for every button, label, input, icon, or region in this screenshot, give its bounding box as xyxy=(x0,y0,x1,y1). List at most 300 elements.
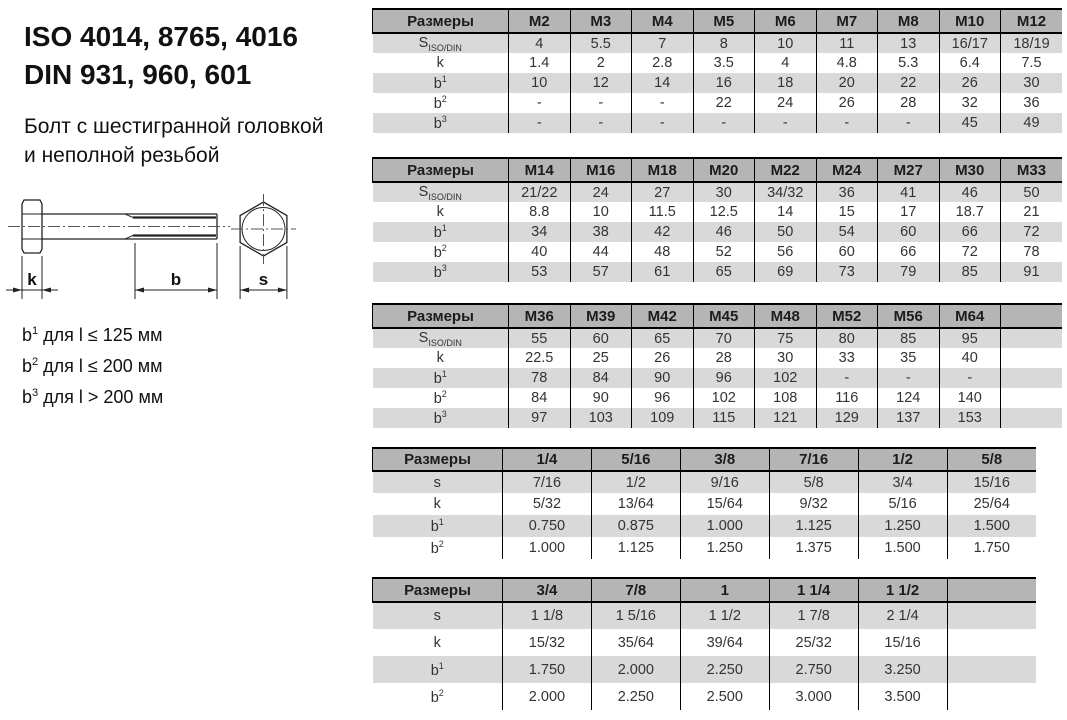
dimension-table-1 xyxy=(372,8,1062,133)
header-cell-size-M3: M3 xyxy=(570,9,632,33)
table-row xyxy=(373,656,1037,683)
table-row xyxy=(373,683,1037,710)
data-cell: 50 xyxy=(755,222,817,242)
thread-length-notes xyxy=(22,318,163,411)
header-cell-size-M14: M14 xyxy=(509,158,571,182)
table-row xyxy=(373,113,1063,133)
table-row xyxy=(373,73,1063,93)
header-cell-size-M48: M48 xyxy=(755,304,817,328)
data-cell: 2.250 xyxy=(680,656,769,683)
data-cell: 46 xyxy=(693,222,755,242)
data-cell: 11 xyxy=(816,33,878,53)
data-cell: 30 xyxy=(755,348,817,368)
data-cell: 49 xyxy=(1001,113,1063,133)
b-dim-label: b xyxy=(170,270,182,289)
header-cell-empty xyxy=(1001,304,1063,328)
data-cell-empty xyxy=(1001,368,1063,388)
data-cell: 60 xyxy=(816,242,878,262)
data-cell: 78 xyxy=(509,368,571,388)
row-label: k xyxy=(436,55,444,71)
data-cell: 3.500 xyxy=(858,683,947,710)
dimension-table-4 xyxy=(372,447,1036,559)
table-row xyxy=(373,53,1063,73)
header-cell-size-1: 1 xyxy=(680,578,769,602)
data-cell: 102 xyxy=(693,388,755,408)
data-cell: 30 xyxy=(1001,73,1063,93)
data-cell: 28 xyxy=(878,93,940,113)
data-cell: 57 xyxy=(570,262,632,282)
header-cell-size-1-4: 1/4 xyxy=(503,448,592,471)
data-cell: 96 xyxy=(632,388,694,408)
data-cell: 44 xyxy=(570,242,632,262)
data-cell: 54 xyxy=(816,222,878,242)
data-cell: 26 xyxy=(632,348,694,368)
data-cell: 1 7/8 xyxy=(769,602,858,629)
row-label: $S_{ISO/DIN}$ xyxy=(373,182,509,202)
header-cell-size-M24: M24 xyxy=(816,158,878,182)
data-cell: 8 xyxy=(693,33,755,53)
data-cell: 115 xyxy=(693,408,755,428)
row-label: $b^2$ xyxy=(433,94,447,112)
data-cell: 91 xyxy=(1001,262,1063,282)
data-cell: 55 xyxy=(509,328,571,348)
data-cell: 90 xyxy=(632,368,694,388)
title-iso: ISO 4014, 8765, 4016 xyxy=(24,21,298,52)
data-cell: 21/22 xyxy=(509,182,571,202)
data-cell: 66 xyxy=(878,242,940,262)
data-cell: 6.4 xyxy=(939,53,1001,73)
data-cell: 34 xyxy=(509,222,571,242)
data-cell-empty xyxy=(1001,408,1063,428)
data-cell: 4.8 xyxy=(816,53,878,73)
subtitle-line-1: Болт с шестигранной головкой xyxy=(24,115,324,138)
header-cell-size-7-16: 7/16 xyxy=(769,448,858,471)
header-cell-sizes: Размеры xyxy=(373,578,503,602)
data-cell: 1.250 xyxy=(680,537,769,559)
data-cell: - xyxy=(755,113,817,133)
data-cell: 16/17 xyxy=(939,33,1001,53)
note-line-3: $b^3$ для l > 200 мм xyxy=(22,387,164,407)
data-cell: 2.000 xyxy=(591,656,680,683)
data-cell-empty xyxy=(947,683,1036,710)
row-label: k xyxy=(436,204,444,220)
data-cell: 0.750 xyxy=(503,515,592,537)
data-cell: 1.500 xyxy=(858,537,947,559)
data-cell: - xyxy=(570,93,632,113)
data-cell-empty xyxy=(947,629,1036,656)
table-row xyxy=(373,33,1063,53)
data-cell: - xyxy=(878,113,940,133)
data-cell: 53 xyxy=(509,262,571,282)
data-cell: 30 xyxy=(693,182,755,202)
header-cell-size-M5: M5 xyxy=(693,9,755,33)
data-cell: - xyxy=(509,93,571,113)
row-label: $b^2$ xyxy=(433,243,447,261)
data-cell: 22 xyxy=(878,73,940,93)
data-cell: 32 xyxy=(939,93,1001,113)
data-cell: 7 xyxy=(632,33,694,53)
data-cell: 60 xyxy=(878,222,940,242)
b-arrow-right xyxy=(208,288,217,293)
table-row xyxy=(373,222,1063,242)
data-cell: 60 xyxy=(570,328,632,348)
table-row xyxy=(373,471,1037,493)
header-cell-empty xyxy=(947,578,1036,602)
table-row xyxy=(373,537,1037,559)
data-cell: 1.750 xyxy=(503,656,592,683)
data-cell: - xyxy=(816,368,878,388)
data-cell: 66 xyxy=(939,222,1001,242)
table-row xyxy=(373,515,1037,537)
data-cell: 27 xyxy=(632,182,694,202)
data-cell: 84 xyxy=(509,388,571,408)
data-cell: 7.5 xyxy=(1001,53,1063,73)
data-cell: 13/64 xyxy=(591,493,680,515)
header-cell-size-M45: M45 xyxy=(693,304,755,328)
data-cell: 42 xyxy=(632,222,694,242)
data-cell: 26 xyxy=(939,73,1001,93)
data-cell: 52 xyxy=(693,242,755,262)
data-cell: 85 xyxy=(878,328,940,348)
subtitle-line-2: и неполной резьбой xyxy=(24,144,220,167)
header-cell-size-M10: M10 xyxy=(939,9,1001,33)
data-cell: 24 xyxy=(755,93,817,113)
data-cell: 2.250 xyxy=(591,683,680,710)
header-cell-size-M39: M39 xyxy=(570,304,632,328)
data-cell: 72 xyxy=(1001,222,1063,242)
dimension-table-5 xyxy=(372,577,1036,710)
data-cell: 36 xyxy=(1001,93,1063,113)
data-cell: 3.250 xyxy=(858,656,947,683)
data-cell: 97 xyxy=(509,408,571,428)
data-cell: 109 xyxy=(632,408,694,428)
header-cell-size-M33: M33 xyxy=(1001,158,1063,182)
header-cell-size-7-8: 7/8 xyxy=(591,578,680,602)
data-cell: 2.750 xyxy=(769,656,858,683)
data-cell: 35/64 xyxy=(591,629,680,656)
header-cell-size-M64: M64 xyxy=(939,304,1001,328)
data-cell: 2.500 xyxy=(680,683,769,710)
table-row xyxy=(373,262,1063,282)
data-cell: 69 xyxy=(755,262,817,282)
header-cell-size-M6: M6 xyxy=(755,9,817,33)
row-label: $b^1$ xyxy=(373,368,509,388)
header-cell-size-M42: M42 xyxy=(632,304,694,328)
data-cell: 73 xyxy=(816,262,878,282)
table-row xyxy=(373,202,1063,222)
data-cell: 9/16 xyxy=(680,471,769,493)
data-cell: 137 xyxy=(878,408,940,428)
data-cell: 18/19 xyxy=(1001,33,1063,53)
data-cell: 15 xyxy=(816,202,878,222)
data-cell: 36 xyxy=(816,182,878,202)
note-line-2: $b^2$ для l ≤ 200 мм xyxy=(22,356,163,376)
row-label: $b^1$ xyxy=(373,222,509,242)
data-cell: 61 xyxy=(632,262,694,282)
header-cell-size-M4: M4 xyxy=(632,9,694,33)
header-cell-size-M18: M18 xyxy=(632,158,694,182)
data-cell: 3.000 xyxy=(769,683,858,710)
table-row xyxy=(373,493,1037,515)
data-cell: 153 xyxy=(939,408,1001,428)
data-cell: 33 xyxy=(816,348,878,368)
data-cell: 1.000 xyxy=(680,515,769,537)
data-cell: 50 xyxy=(1001,182,1063,202)
data-cell: 15/64 xyxy=(680,493,769,515)
bolt-side-view xyxy=(6,200,230,299)
data-cell: 22.5 xyxy=(509,348,571,368)
data-cell: 41 xyxy=(878,182,940,202)
data-cell: 16 xyxy=(693,73,755,93)
header-cell-size-5-8: 5/8 xyxy=(947,448,1036,471)
header-cell-size-M52: M52 xyxy=(816,304,878,328)
data-cell: 121 xyxy=(755,408,817,428)
data-cell: 95 xyxy=(939,328,1001,348)
data-cell: 1.000 xyxy=(503,537,592,559)
header-cell-sizes: Размеры xyxy=(373,9,509,33)
note-line-1: $b^1$ для l ≤ 125 мм xyxy=(22,325,163,345)
header-cell-size-M22: M22 xyxy=(755,158,817,182)
table-row xyxy=(373,388,1063,408)
data-cell: 28 xyxy=(693,348,755,368)
data-cell: 2.000 xyxy=(503,683,592,710)
header-cell-size-1-2: 1/2 xyxy=(858,448,947,471)
table-row xyxy=(373,242,1063,262)
data-cell: 84 xyxy=(570,368,632,388)
header-cell-sizes: Размеры xyxy=(373,448,503,471)
table-row xyxy=(373,368,1063,388)
data-cell-empty xyxy=(1001,388,1063,408)
data-cell: 65 xyxy=(693,262,755,282)
data-cell: 22 xyxy=(693,93,755,113)
data-cell: 1.500 xyxy=(947,515,1036,537)
data-cell: 5/8 xyxy=(769,471,858,493)
data-cell: 25 xyxy=(570,348,632,368)
data-cell-empty xyxy=(947,656,1036,683)
bolt-end-view xyxy=(231,194,296,299)
data-cell: 1 5/16 xyxy=(591,602,680,629)
row-label: k xyxy=(436,350,444,366)
row-label: $S_{ISO/DIN}$ xyxy=(373,328,509,348)
data-cell: - xyxy=(570,113,632,133)
bolt-technical-drawing xyxy=(2,187,332,315)
data-cell: 140 xyxy=(939,388,1001,408)
header-cell-size-M30: M30 xyxy=(939,158,1001,182)
data-cell: 7/16 xyxy=(503,471,592,493)
row-label: $b^1$ xyxy=(373,656,503,683)
data-cell: 38 xyxy=(570,222,632,242)
row-label: k xyxy=(433,496,441,512)
header-cell-size-1-1-4: 1 1/4 xyxy=(769,578,858,602)
data-cell: 70 xyxy=(693,328,755,348)
data-cell: 15/16 xyxy=(858,629,947,656)
data-cell: 103 xyxy=(570,408,632,428)
header-cell-size-M2: M2 xyxy=(509,9,571,33)
data-cell: 21 xyxy=(1001,202,1063,222)
data-cell: 72 xyxy=(939,242,1001,262)
data-cell: - xyxy=(939,368,1001,388)
data-cell: 17 xyxy=(878,202,940,222)
k-arrow-right xyxy=(42,288,51,293)
header-cell-size-M16: M16 xyxy=(570,158,632,182)
data-cell: 75 xyxy=(755,328,817,348)
data-cell: 10 xyxy=(570,202,632,222)
row-label: $b^3$ xyxy=(373,262,509,282)
data-cell: - xyxy=(693,113,755,133)
data-cell: 2 1/4 xyxy=(858,602,947,629)
header-cell-size-M8: M8 xyxy=(878,9,940,33)
row-label: k xyxy=(433,634,441,651)
data-cell: 102 xyxy=(755,368,817,388)
table-row xyxy=(373,602,1037,629)
dimension-table-3 xyxy=(372,303,1062,428)
s-arrow-left xyxy=(240,288,249,293)
data-cell: 5/16 xyxy=(858,493,947,515)
data-cell: 14 xyxy=(755,202,817,222)
k-arrow-left xyxy=(13,288,22,293)
row-label: $b^1$ xyxy=(373,73,509,93)
data-cell: 13 xyxy=(878,33,940,53)
header-cell-size-M27: M27 xyxy=(878,158,940,182)
header-cell-size-5-16: 5/16 xyxy=(591,448,680,471)
data-cell: 40 xyxy=(509,242,571,262)
data-cell: 2 xyxy=(570,53,632,73)
header-cell-sizes: Размеры xyxy=(373,158,509,182)
data-cell: 1.4 xyxy=(509,53,571,73)
title-din: DIN 931, 960, 601 xyxy=(24,59,252,90)
data-cell: 14 xyxy=(632,73,694,93)
data-cell: 45 xyxy=(939,113,1001,133)
table-row xyxy=(373,629,1037,656)
table-row xyxy=(373,328,1063,348)
data-cell: 8.8 xyxy=(509,202,571,222)
data-cell: 10 xyxy=(755,33,817,53)
left-panel xyxy=(24,18,364,170)
data-cell: 11.5 xyxy=(632,202,694,222)
row-label: s xyxy=(373,471,503,493)
data-cell: 34/32 xyxy=(755,182,817,202)
subtitle xyxy=(24,112,364,170)
header-cell-size-M20: M20 xyxy=(693,158,755,182)
data-cell: 1 1/2 xyxy=(680,602,769,629)
header-cell-size-M7: M7 xyxy=(816,9,878,33)
data-cell: 39/64 xyxy=(680,629,769,656)
data-cell: 12.5 xyxy=(693,202,755,222)
data-cell: 80 xyxy=(816,328,878,348)
data-cell: 2.8 xyxy=(632,53,694,73)
data-cell-empty xyxy=(947,602,1036,629)
data-cell: 96 xyxy=(693,368,755,388)
data-cell: 85 xyxy=(939,262,1001,282)
row-label: $b^2$ xyxy=(430,539,444,557)
data-cell: 25/32 xyxy=(769,629,858,656)
data-cell: 10 xyxy=(509,73,571,93)
row-label: $b^2$ xyxy=(433,389,447,407)
row-label: s xyxy=(373,602,503,629)
data-cell: 1.125 xyxy=(769,515,858,537)
data-cell: 4 xyxy=(509,33,571,53)
table-row xyxy=(373,182,1063,202)
header-cell-size-3-8: 3/8 xyxy=(680,448,769,471)
data-cell: 90 xyxy=(570,388,632,408)
data-cell: 108 xyxy=(755,388,817,408)
data-cell: 26 xyxy=(816,93,878,113)
data-cell: 129 xyxy=(816,408,878,428)
header-cell-size-M12: M12 xyxy=(1001,9,1063,33)
header-cell-size-M36: M36 xyxy=(509,304,571,328)
data-cell: 1.125 xyxy=(591,537,680,559)
data-cell: 5/32 xyxy=(503,493,592,515)
table-row xyxy=(373,93,1063,113)
data-cell: 116 xyxy=(816,388,878,408)
data-cell: 0.875 xyxy=(591,515,680,537)
data-cell: 24 xyxy=(570,182,632,202)
header-cell-sizes: Размеры xyxy=(373,304,509,328)
data-cell: 5.3 xyxy=(878,53,940,73)
data-cell: 1/2 xyxy=(591,471,680,493)
table-row xyxy=(373,348,1063,368)
header-cell-size-1-1-2: 1 1/2 xyxy=(858,578,947,602)
data-cell: 1.750 xyxy=(947,537,1036,559)
row-label: $b^2$ xyxy=(430,687,444,706)
data-cell: 12 xyxy=(570,73,632,93)
data-cell: - xyxy=(878,368,940,388)
data-cell: 40 xyxy=(939,348,1001,368)
row-label: $b^3$ xyxy=(373,408,509,428)
s-dim-label: s xyxy=(258,270,269,289)
data-cell: 1.375 xyxy=(769,537,858,559)
data-cell: - xyxy=(632,93,694,113)
data-cell: 1.250 xyxy=(858,515,947,537)
data-cell: - xyxy=(509,113,571,133)
data-cell: - xyxy=(816,113,878,133)
row-label: $S_{ISO/DIN}$ xyxy=(373,33,509,53)
data-cell: 56 xyxy=(755,242,817,262)
data-cell: 1 1/8 xyxy=(503,602,592,629)
dimension-table-2 xyxy=(372,157,1062,282)
header-cell-size-M56: M56 xyxy=(878,304,940,328)
header-cell-size-3-4: 3/4 xyxy=(503,578,592,602)
data-cell: - xyxy=(632,113,694,133)
data-cell-empty xyxy=(1001,328,1063,348)
data-cell: 18.7 xyxy=(939,202,1001,222)
data-cell: 3/4 xyxy=(858,471,947,493)
data-cell: 20 xyxy=(816,73,878,93)
data-cell: 9/32 xyxy=(769,493,858,515)
data-cell: 25/64 xyxy=(947,493,1036,515)
data-cell: 5.5 xyxy=(570,33,632,53)
data-cell-empty xyxy=(1001,348,1063,368)
data-cell: 15/16 xyxy=(947,471,1036,493)
data-cell: 35 xyxy=(878,348,940,368)
data-cell: 46 xyxy=(939,182,1001,202)
b-arrow-left xyxy=(135,288,144,293)
data-cell: 48 xyxy=(632,242,694,262)
data-cell: 78 xyxy=(1001,242,1063,262)
table-row xyxy=(373,408,1063,428)
row-label: $b^1$ xyxy=(373,515,503,537)
data-cell: 79 xyxy=(878,262,940,282)
data-cell: 3.5 xyxy=(693,53,755,73)
k-dim-label: k xyxy=(27,270,37,289)
data-cell: 18 xyxy=(755,73,817,93)
data-cell: 65 xyxy=(632,328,694,348)
data-cell: 15/32 xyxy=(503,629,592,656)
data-cell: 124 xyxy=(878,388,940,408)
row-label: $b^3$ xyxy=(373,113,509,133)
s-arrow-right xyxy=(278,288,287,293)
data-cell: 4 xyxy=(755,53,817,73)
